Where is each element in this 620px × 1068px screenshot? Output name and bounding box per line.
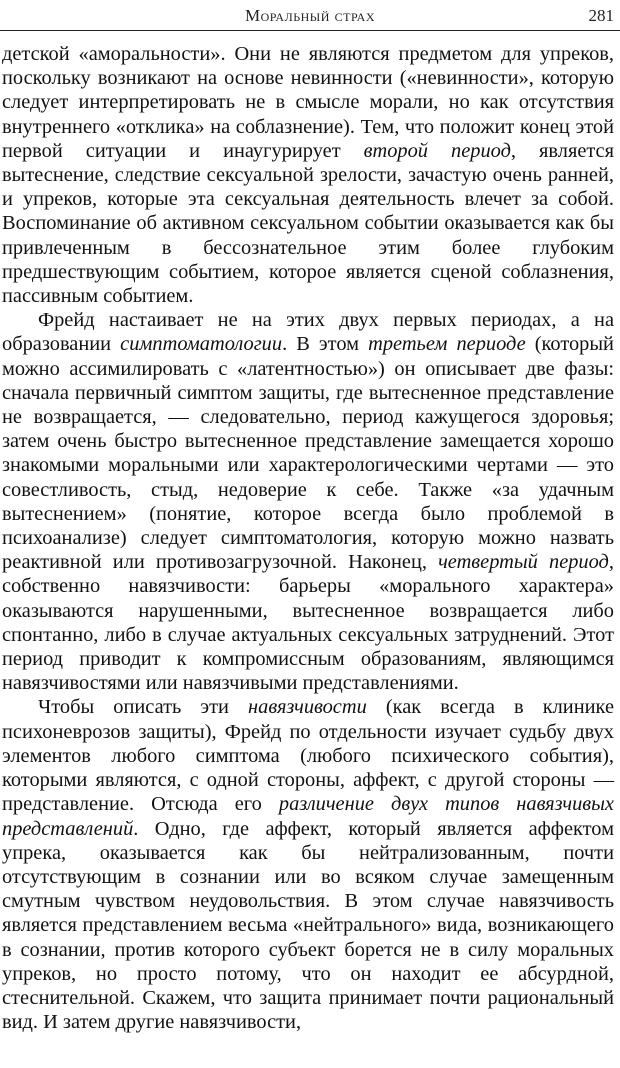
text-run: . Одно, где аффект, который является аффектом упрека, оказывается как бы нейтрализованным, почти отсутствующим в сознании или во всяком случае замещенным смутным чувством неудовольствия. В этом случае навязчивость является представлением весьма «нейтрального» вида, возникающего в сознании, против которого субъект борется не в силу моральных упреков, но просто потому, что он находит ее абсурдной, стеснительной. Скажем, что защита принимает почти рациональный вид. И затем другие навязчивости, bbox=[2, 817, 614, 1034]
emphasis-run: третьем периоде bbox=[368, 333, 526, 356]
running-header bbox=[0, 6, 620, 28]
emphasis-run: второй период bbox=[363, 139, 511, 162]
body-text bbox=[2, 42, 614, 1034]
text-run: детской «аморальности». Они не являются предметом для упреков, поскольку возникают на основе невинности («невинности», которую следует интерпретировать не в смысле морали, но как отсутствия внутреннего «отклика» на соблазнение). Тем, что положит конец этой первой ситуации и инаугурирует bbox=[2, 43, 614, 162]
emphasis-run: различение двух типов навязчивых представлений bbox=[2, 793, 614, 840]
text-run: (как всегда в клинике психоневрозов защиты), Фрейд по отдельности изучает судьбу двух элементов любого симптома (любого психического события), которыми являются, с одной стороны, аффект, с другой стороны — представление. Отсюда его bbox=[2, 696, 614, 816]
paragraph-3 bbox=[2, 695, 614, 1034]
running-title: Моральный страх bbox=[245, 6, 375, 25]
header-rule bbox=[0, 30, 620, 31]
text-run: Фрейд настаивает не на этих двух первых периодах, а на образовании bbox=[2, 309, 614, 356]
emphasis-run: навязчивости bbox=[248, 696, 367, 719]
paragraph-2 bbox=[2, 308, 614, 695]
text-run: . В этом bbox=[282, 333, 369, 356]
page-number: 281 bbox=[588, 6, 614, 25]
text-run: , собственно навязчивости: барьеры «морального характера» оказываются нарушенными, вытесненное возвращается либо спонтанно, либо в случае актуальных сексуальных затруднений. Этот период приводит к компромиссным образованиям, являющимся навязчивостями или навязчивыми представлениями. bbox=[2, 551, 614, 695]
text-run: (который можно ассимилировать с «латентностью») он описывает две фазы: сначала первичный симптом защиты, где вытесненное представление не возвращается, — следовательно, период кажущегося здоровья; затем очень быстро вытесненное представление замещается хорошо знакомыми моральными или характерологическими чертами — это совестливость, стыд, недоверие к себе. Также «за удачным вытеснением» (понятие, которое всегда было проблемой в психоанализе) следует симптоматология, которую можно назвать реактивной или противозагрузочной. Наконец, bbox=[2, 333, 614, 574]
text-run: Чтобы описать эти bbox=[38, 696, 249, 719]
emphasis-run: симптоматологии bbox=[120, 333, 283, 356]
emphasis-run: четвертый период bbox=[438, 551, 609, 574]
text-run: , является вытеснение, следствие сексуальной зрелости, зачастую очень ранней, и упреков, которые эта сексуальная деятельность влечет за собой. Воспоминание об активном сексуальном событии оказывается как бы привлеченным в бессознательное этим более глубоким предшествующим событием, которое является сценой соблазнения, пассивным событием. bbox=[2, 139, 614, 308]
paragraph-1 bbox=[2, 42, 614, 308]
